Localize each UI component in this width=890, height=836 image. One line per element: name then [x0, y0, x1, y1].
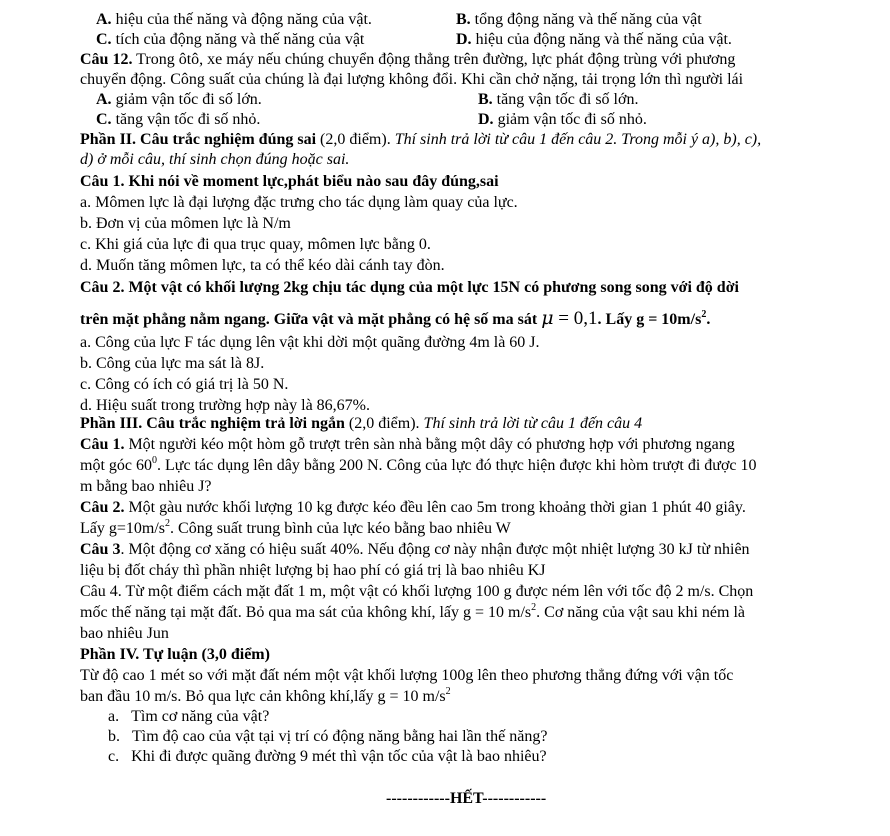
- part2-q1-item-b: b. Đơn vị của mômen lực là N/m: [80, 215, 291, 232]
- q12-option-b: B. tăng vận tốc đi số lớn.: [478, 91, 639, 108]
- part4-item-b: b. Tìm độ cao của vật tại vị trí có động năng bằng hai lần thế năng?: [108, 728, 548, 745]
- part3-q1-line2: một góc $60^0$. Lực tác dụng lên dây bằng 200 N. Công của lực đó thực hiện được khi hòm trượt đi được 10: [80, 455, 757, 474]
- part4-heading: Phần IV. Tự luận (3,0 điểm): [80, 646, 270, 663]
- part2-q2-title-line1: Câu 2. Một vật có khối lượng 2kg chịu tác dụng của một lực 15N có phương song song với độ dời: [80, 279, 739, 296]
- part2-q2-item-a: a. Công của lực F tác dụng lên vật khi dời một quãng đường 4m là 60 J.: [80, 334, 540, 351]
- part2-instruction: d) ở mỗi câu, thí sinh chọn đúng hoặc sai.: [80, 151, 350, 168]
- part2-q1-item-d: d. Muốn tăng mômen lực, ta có thể kéo dài cánh tay đòn.: [80, 257, 445, 274]
- part4-item-c: c. Khi đi được quãng đường 9 mét thì vận tốc của vật là bao nhiêu?: [108, 748, 547, 765]
- part2-q2-item-d: d. Hiệu suất trong trường hợp này là 86,67%.: [80, 397, 370, 414]
- part4-item-a: a. Tìm cơ năng của vật?: [108, 708, 270, 725]
- part3-q4-line1: Câu 4. Từ một điểm cách mặt đất 1 m, một vật có khối lượng 100 g được ném lên với tốc độ 2 m/s. Chọn: [80, 583, 754, 600]
- q12-option-c: C. tăng vận tốc đi số nhỏ.: [96, 111, 261, 128]
- part2-q1-item-c: c. Khi giá của lực đi qua trục quay, mômen lực bằng 0.: [80, 236, 431, 253]
- part4-text-line2: ban đầu 10 m/s. Bỏ qua lực cản không khí,lấy g = 10 $m/s^2$: [80, 686, 451, 705]
- part3-q4-line2: mốc thế năng tại mặt đất. Bỏ qua ma sát của không khí, lấy g = 10 $m/s^2$. Cơ năng của vật sau khi ném là: [80, 602, 746, 621]
- q12-option-d: D. giảm vận tốc đi số nhỏ.: [478, 111, 647, 128]
- q12-option-a: A. giảm vận tốc đi số lớn.: [96, 91, 262, 108]
- part3-q1-line1: Câu 1. Một người kéo một hòm gỗ trượt trên sàn nhà bằng một dây có phương hợp với phương ngang: [80, 436, 735, 453]
- part2-heading: Phần II. Câu trắc nghiệm đúng sai (2,0 điểm). Thí sinh trả lời từ câu 1 đến câu 2. Trong mỗi ý a), b), c),: [80, 131, 762, 148]
- part2-q2-item-c: c. Công có ích có giá trị là 50 N.: [80, 376, 289, 393]
- part3-heading: Phần III. Câu trắc nghiệm trả lời ngắn (2,0 điểm). Thí sinh trả lời từ câu 1 đến câu 4: [80, 415, 643, 432]
- part3-q2-line2: Lấy $g=10m/s^2$. Công suất trung bình của lực kéo bằng bao nhiêu W: [80, 518, 511, 537]
- q12-text-line2: chuyển động. Công suất của chúng là đại lượng không đổi. Khi cần chở nặng, tải trọng lớn thì người lái: [80, 71, 744, 88]
- part3-q1-line3: m bằng bao nhiêu J?: [80, 478, 212, 495]
- q11-option-d: D. hiệu của động năng và thế năng của vật.: [456, 31, 732, 48]
- part2-q2-item-b: b. Công của lực ma sát là 8J.: [80, 355, 265, 372]
- part3-q3-line1: Câu 3. Một động cơ xăng có hiệu suất 40%. Nếu động cơ này nhận được một nhiệt lượng 30 kJ từ nhiên: [80, 541, 750, 558]
- q11-option-a: A. hiệu của thế năng và động năng của vật.: [96, 11, 372, 28]
- part2-q1-title: Câu 1. Khi nói về moment lực,phát biểu nào sau đây đúng,sai: [80, 173, 499, 190]
- q12-text-line1: Câu 12. Trong ôtô, xe máy nếu chúng chuyển động thẳng trên đường, lực phát động trùng với phương: [80, 51, 736, 68]
- q11-option-b: B. tổng động năng và thế năng của vật: [456, 11, 702, 28]
- q11-option-c: C. tích của động năng và thế năng của vật: [96, 31, 365, 48]
- part2-q1-item-a: a. Mômen lực là đại lượng đặc trưng cho tác dụng làm quay của lực.: [80, 194, 518, 211]
- part3-q4-line3: bao nhiêu Jun: [80, 625, 169, 642]
- part4-text-line1: Từ độ cao 1 mét so với mặt đất ném một vật khối lượng 100g lên theo phương thẳng đứng với vận tốc: [80, 667, 734, 684]
- end-marker: ------------HẾT------------: [386, 790, 547, 807]
- part2-q2-title-line2: trên mặt phẳng nằm ngang. Giữa vật và mặt phẳng có hệ số ma sát μ = 0,1. Lấy $g = 10m/s^2$.: [80, 307, 711, 329]
- part3-q3-line2: liệu bị đốt cháy thì phần nhiệt lượng bị hao phí có giá trị là bao nhiêu KJ: [80, 562, 546, 579]
- part3-q2-line1: Câu 2. Một gàu nước khối lượng 10 kg được kéo đều lên cao 5m trong khoảng thời gian 1 phút 40 giây.: [80, 499, 746, 516]
